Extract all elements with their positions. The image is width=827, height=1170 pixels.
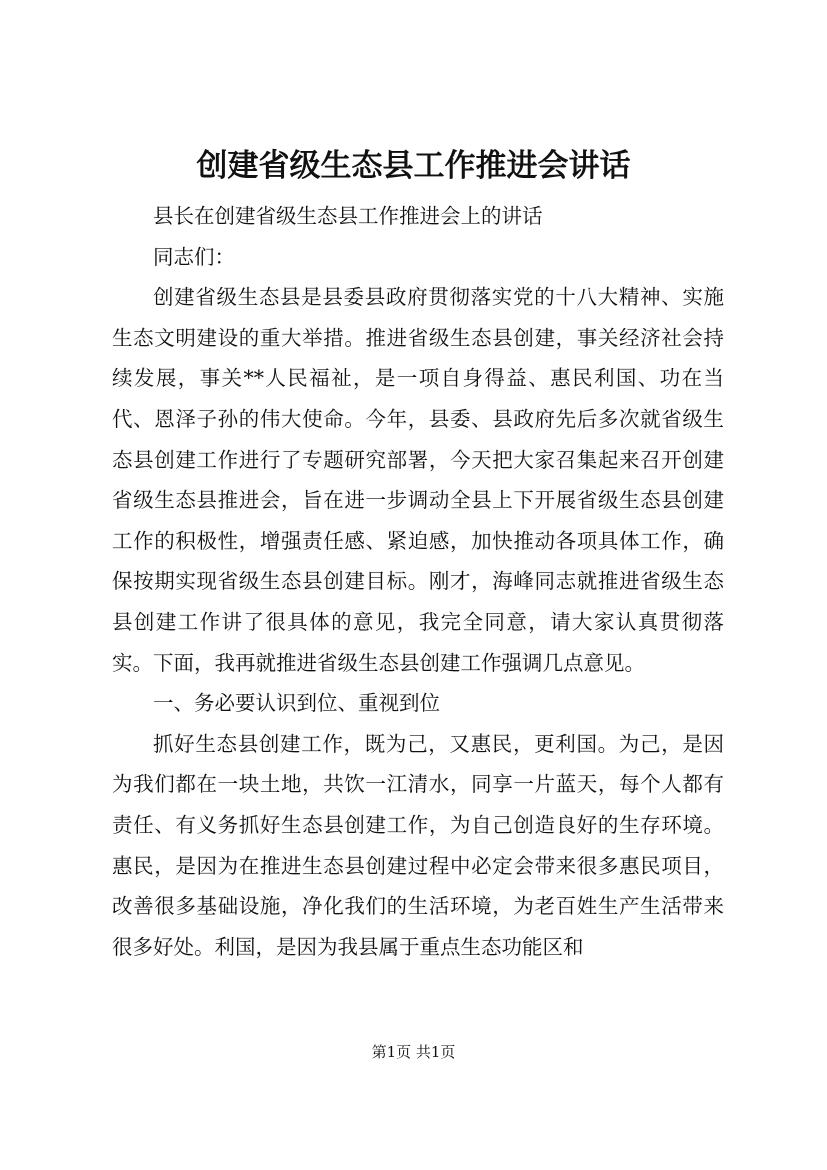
body-paragraph: 抓好生态县创建工作，既为己，又惠民，更利国。为己，是因为我们都在一块土地，共饮一江清水，同享一片蓝天，每个人都有责任、有义务抓好生态县创建工作，为自己创造良好的生存环境。惠民，是因为在推进生态县创建过程中必定会带来很多惠民项目，改善很多基础设施，净化我们的生活环境，为老百姓生产生活带来很多好处。利国，是因为我县属于重点生态功能区和 (112, 731, 724, 959)
document-title: 创建省级生态县工作推进会讲话 (196, 148, 631, 184)
page-number-label: 第1页 共1页 (371, 1043, 456, 1061)
subtitle-paragraph: 县长在创建省级生态县工作推进会上的讲话 (153, 204, 543, 228)
section-heading: 一、务必要认识到位、重视到位 (153, 691, 440, 716)
page-footer (0, 1042, 827, 1062)
salutation-paragraph: 同志们： (153, 244, 235, 269)
body-paragraph: 创建省级生态县是县委县政府贯彻落实党的十八大精神、实施生态文明建设的重大举措。推进省级生态县创建，事关经济社会持续发展，事关**人民福祉，是一项自身得益、惠民利国、功在当代、恩泽子孙的伟大使命。今年，县委、县政府先后多次就省级生态县创建工作进行了专题研究部署，今天把大家召集起来召开创建省级生态县推进会，旨在进一步调动全县上下开展省级生态县创建工作的积极性，增强责任感、紧迫感，加快推动各项具体工作，确保按期实现省级生态县创建目标。刚才，海峰同志就推进省级生态县创建工作讲了很具体的意见，我完全同意，请大家认真贯彻落实。下面，我再就推进省级生态县创建工作强调几点意见。 (112, 285, 724, 675)
document-body (112, 196, 724, 967)
